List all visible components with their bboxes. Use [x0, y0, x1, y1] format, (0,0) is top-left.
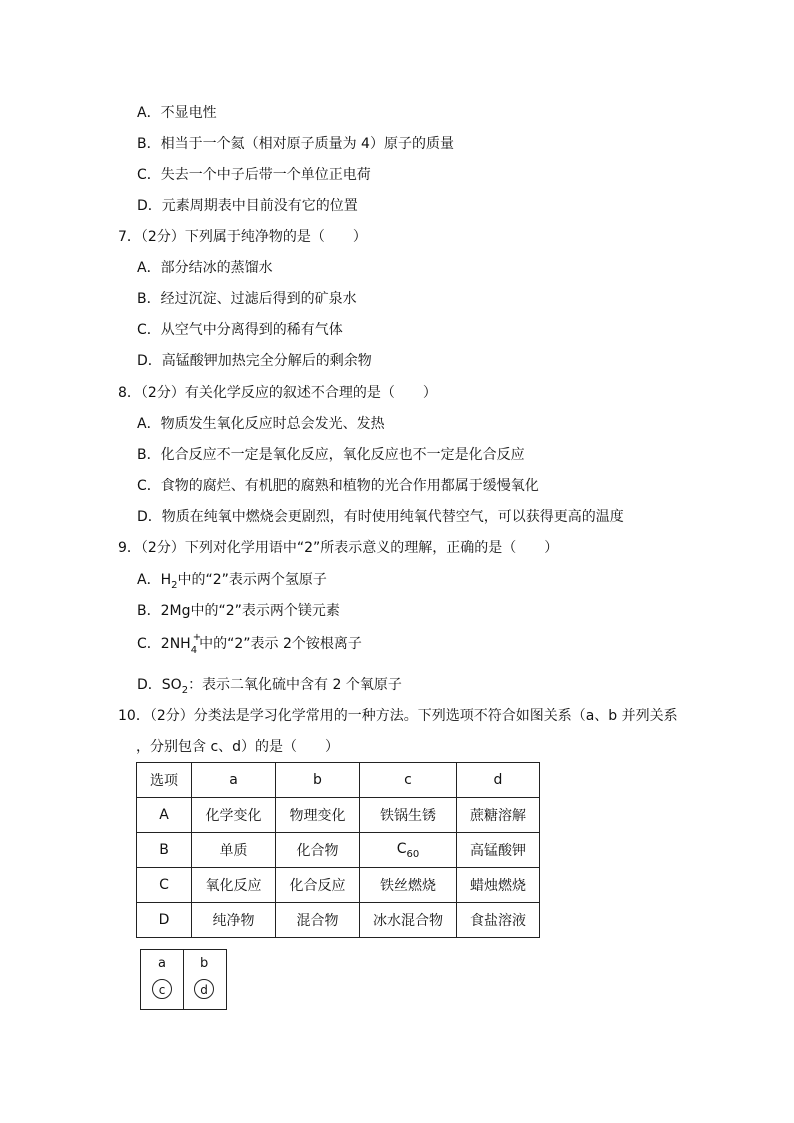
- q10-stem-line1: 10．（2分）分类法是学习化学常用的一种方法。下列选项不符合如图关系（a、b 并列关系: [118, 708, 678, 724]
- table-cell: B: [137, 833, 192, 868]
- diagram-circle-c: c: [152, 979, 172, 999]
- table-cell: 混合物: [276, 903, 360, 938]
- q8-option-a: A．物质发生氧化反应时总会发光、发热: [137, 416, 385, 432]
- table-row: [137, 868, 540, 903]
- header-c: c: [360, 763, 457, 798]
- table-cell: 化合物: [276, 833, 360, 868]
- ion-base: 2NH: [160, 636, 191, 652]
- table-cell: 物理变化: [276, 798, 360, 833]
- table-cell: 纯净物: [192, 903, 276, 938]
- c60-base: C: [396, 840, 407, 857]
- diagram-circle-d: d: [194, 979, 214, 999]
- q9-option-d-subscript: 2: [181, 685, 189, 696]
- diagram-label-a: a: [158, 956, 166, 971]
- header-a: a: [192, 763, 276, 798]
- q10-stem-line2: ，分别包含 c、d）的是（ ）: [136, 739, 340, 755]
- classification-table: [136, 762, 540, 938]
- table-cell: 铁锅生锈: [360, 798, 457, 833]
- q7-option-a: A．部分结冰的蒸馏水: [137, 260, 273, 276]
- ion-charge: +: [192, 632, 202, 643]
- q6-option-b: B．相当于一个氦（相对原子质量为 4）原子的质量: [137, 136, 454, 152]
- ammonium-ion-formula: [160, 632, 202, 661]
- q6-option-d: D．元素周期表中目前没有它的位置: [137, 198, 358, 214]
- table-cell: D: [137, 903, 192, 938]
- table-row: [137, 903, 540, 938]
- q6-option-c: C．失去一个中子后带一个单位正电荷: [137, 167, 371, 183]
- header-option: 选项: [137, 763, 192, 798]
- table-cell: C: [137, 868, 192, 903]
- table-cell: 食盐溶液: [457, 903, 540, 938]
- table-cell: 化合反应: [276, 868, 360, 903]
- table-cell: 氧化反应: [192, 868, 276, 903]
- diagram-label-b: b: [200, 956, 209, 971]
- q9-option-c: [137, 634, 362, 661]
- q9-option-b: B．2Mg中的“2”表示两个镁元素: [137, 603, 340, 619]
- q9-option-d: [137, 675, 402, 701]
- table-cell-c60: [360, 833, 457, 868]
- relationship-diagram: [140, 949, 227, 1010]
- q9-option-d-rest: ：表示二氧化硫中含有 2 个氧原子: [188, 677, 402, 693]
- q9-option-a-rest: 中的“2”表示两个氢原子: [177, 572, 327, 588]
- q9-stem: 9．（2分）下列对化学用语中“2”所表示意义的理解，正确的是（ ）: [118, 540, 559, 556]
- table-cell: 蔗糖溶解: [457, 798, 540, 833]
- q6-option-a: A．不显电性: [137, 105, 217, 121]
- c60-subscript: 60: [406, 848, 420, 860]
- header-b: b: [276, 763, 360, 798]
- q8-option-c: C．食物的腐烂、有机肥的腐熟和植物的光合作用都属于缓慢氧化: [137, 478, 539, 494]
- q9-option-a-subscript: 2: [171, 580, 178, 591]
- q9-option-a-prefix: A．H: [137, 572, 172, 588]
- q9-option-d-prefix: D．SO: [137, 677, 182, 693]
- table-cell: 冰水混合物: [360, 903, 457, 938]
- table-row: [137, 798, 540, 833]
- q8-option-b: B．化合反应不一定是氧化反应，氧化反应也不一定是化合反应: [137, 447, 525, 463]
- ion-subscript: 4: [190, 645, 198, 656]
- q7-option-b: B．经过沉淀、过滤后得到的矿泉水: [137, 291, 357, 307]
- table-cell: 高锰酸钾: [457, 833, 540, 868]
- table-cell: 化学变化: [192, 798, 276, 833]
- q8-stem: 8．（2分）有关化学反应的叙述不合理的是（ ）: [118, 385, 437, 401]
- table-cell: 蜡烛燃烧: [457, 868, 540, 903]
- diagram-divider: [183, 950, 184, 1009]
- table-cell: 铁丝燃烧: [360, 868, 457, 903]
- q7-option-d: D．高锰酸钾加热完全分解后的剩余物: [137, 353, 372, 369]
- table-header-row: [137, 763, 540, 798]
- table-cell: A: [137, 798, 192, 833]
- header-d: d: [457, 763, 540, 798]
- q8-option-d: D．物质在纯氧中燃烧会更剧烈，有时使用纯氧代替空气，可以获得更高的温度: [137, 509, 624, 525]
- q7-option-c: C．从空气中分离得到的稀有气体: [137, 322, 343, 338]
- q9-option-c-prefix: C．: [137, 636, 161, 652]
- q9-option-c-rest: 中的“2”表示 2个铵根离子: [199, 636, 362, 652]
- table-cell: 单质: [192, 833, 276, 868]
- table-row: [137, 833, 540, 868]
- q7-stem: 7．（2分）下列属于纯净物的是（ ）: [118, 229, 367, 245]
- q9-option-a: [137, 570, 327, 596]
